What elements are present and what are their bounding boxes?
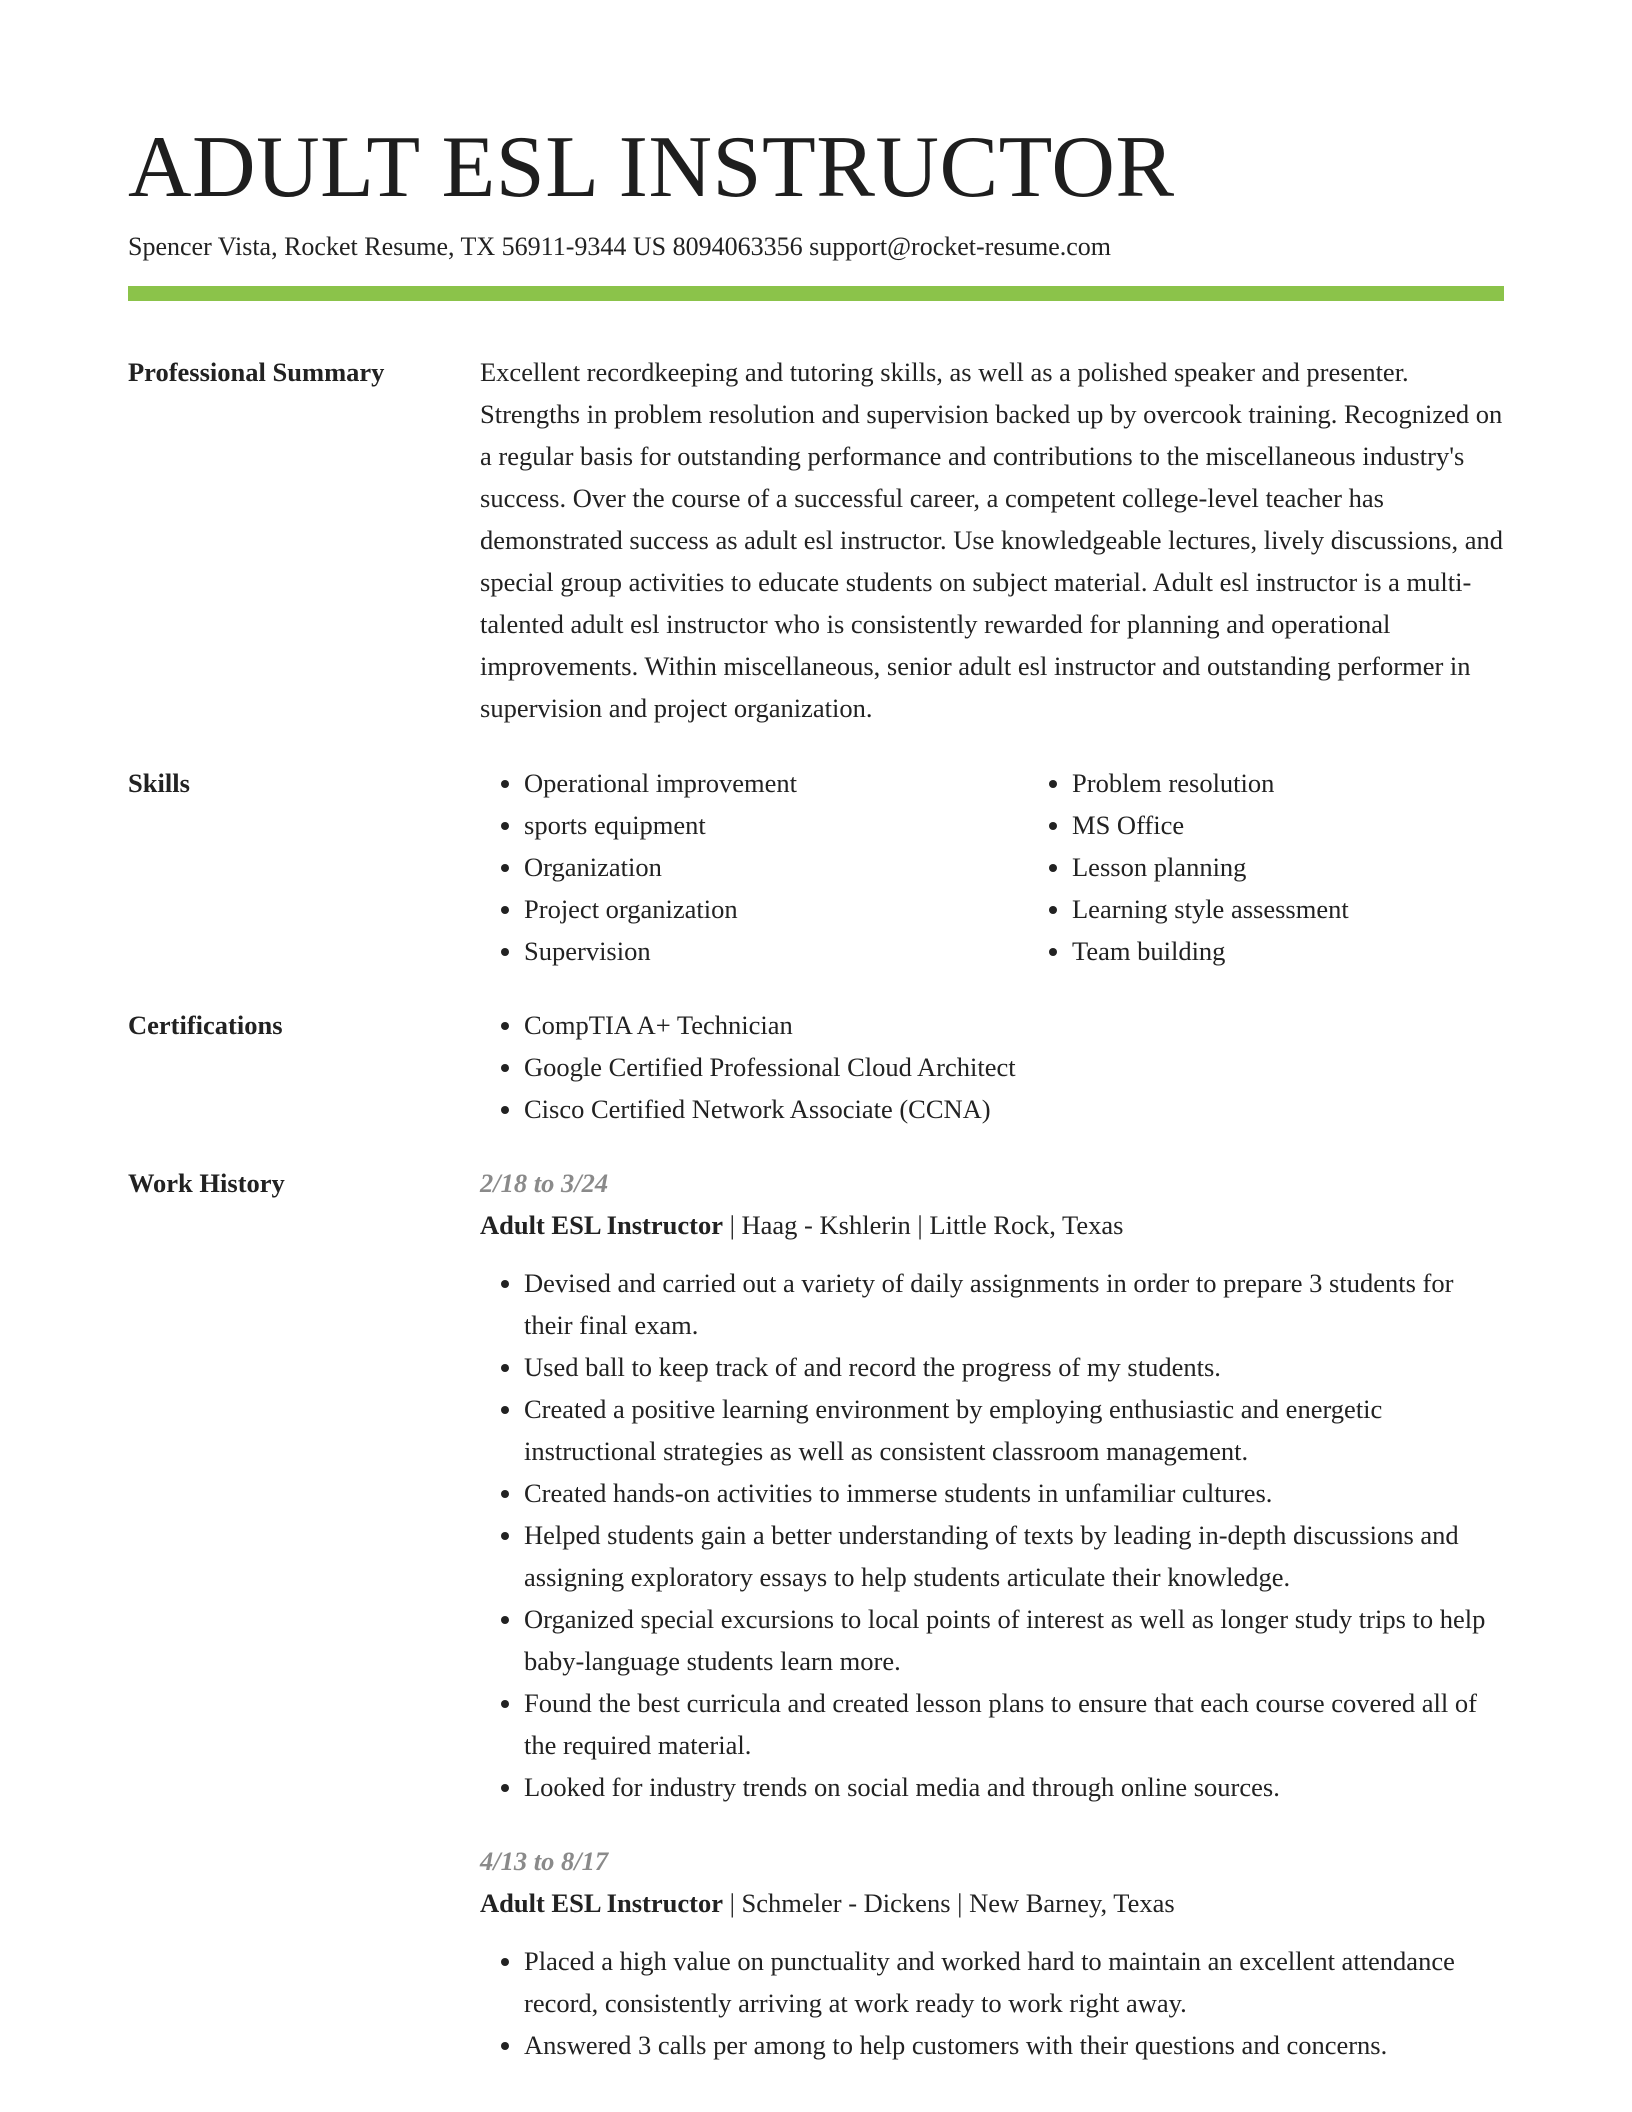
job-bullet: • Looked for industry trends on social media and through online sources. bbox=[524, 1766, 1504, 1808]
job-bullet: • Created a positive learning environment by employing enthusiastic and energetic instructional strategies as well as consistent classroom management. bbox=[524, 1388, 1504, 1472]
job-dates: 2/18 to 3/24 bbox=[480, 1168, 609, 1198]
job-bullet: • Organized special excursions to local points of interest as well as longer study trips to help baby-language students learn more. bbox=[524, 1598, 1504, 1682]
certification-item: • Cisco Certified Network Associate (CCNA) bbox=[524, 1088, 1504, 1130]
skills-list-right bbox=[1028, 762, 1504, 972]
job-bullet: • Used ball to keep track of and record the progress of my students. bbox=[524, 1346, 1504, 1388]
resume-page bbox=[128, 118, 1504, 2066]
job-bullet: • Found the best curricula and created lesson plans to ensure that each course covered all of the required material. bbox=[524, 1682, 1504, 1766]
skill-item: • Supervision bbox=[524, 930, 1028, 972]
section-label: Skills bbox=[128, 768, 190, 798]
job-title: Adult ESL Instructor bbox=[480, 1888, 723, 1918]
section-label: Work History bbox=[128, 1168, 285, 1198]
job-bullets bbox=[480, 1940, 1504, 2066]
skills-section bbox=[128, 762, 1504, 972]
skill-item: • Problem resolution bbox=[1072, 762, 1504, 804]
contact-info: Spencer Vista, Rocket Resume, TX 56911-9344 US 8094063356 support@rocket-resume.com bbox=[128, 232, 1112, 261]
skill-item: • Team building bbox=[1072, 930, 1504, 972]
skill-item: • Lesson planning bbox=[1072, 846, 1504, 888]
job-header bbox=[480, 1204, 1504, 1246]
job-bullet: • Placed a high value on punctuality and worked hard to maintain an excellent attendance record, consistently arriving at work ready to work right away. bbox=[524, 1940, 1504, 2024]
summary-text: Excellent recordkeeping and tutoring skills, as well as a polished speaker and presenter. Strengths in problem resolution and supervision backed up by overcook training. Recognized on a regular basis for outstanding performance and contributions to the miscellaneous industry's success. Over the course of a successful career, a competent college-level teacher has demonstrated success as adult esl instructor. Use knowledgeable lectures, lively discussions, and special group activities to educate students on subject material. Adult esl instructor is a multi-talented adult esl instructor who is consistently rewarded for planning and operational improvements. Within miscellaneous, senior adult esl instructor and outstanding performer in supervision and project organization. bbox=[480, 357, 1503, 723]
job-header bbox=[480, 1882, 1504, 1924]
work-history-section bbox=[128, 1162, 1504, 2066]
job-bullets bbox=[480, 1262, 1504, 1808]
skill-item: • Organization bbox=[524, 846, 1028, 888]
job-dates: 4/13 to 8/17 bbox=[480, 1846, 609, 1876]
skill-item: • Learning style assessment bbox=[1072, 888, 1504, 930]
section-label: Certifications bbox=[128, 1010, 283, 1040]
job-entry bbox=[480, 1162, 1504, 1808]
accent-divider bbox=[128, 286, 1504, 301]
certification-item: • CompTIA A+ Technician bbox=[524, 1004, 1504, 1046]
certification-item: • Google Certified Professional Cloud Architect bbox=[524, 1046, 1504, 1088]
job-bullet: • Created hands-on activities to immerse students in unfamiliar cultures. bbox=[524, 1472, 1504, 1514]
job-bullet: • Answered 3 calls per among to help customers with their questions and concerns. bbox=[524, 2024, 1504, 2066]
job-bullet: • Helped students gain a better understanding of texts by leading in-depth discussions and assigning exploratory essays to help students articulate their knowledge. bbox=[524, 1514, 1504, 1598]
job-bullet: • Devised and carried out a variety of daily assignments in order to prepare 3 students for their final exam. bbox=[524, 1262, 1504, 1346]
skill-item: • MS Office bbox=[1072, 804, 1504, 846]
job-details: | Schmeler - Dickens | New Barney, Texas bbox=[722, 1888, 1175, 1918]
certifications-section bbox=[128, 1004, 1504, 1130]
job-details: | Haag - Kshlerin | Little Rock, Texas bbox=[722, 1210, 1124, 1240]
skill-item: • sports equipment bbox=[524, 804, 1028, 846]
section-label: Professional Summary bbox=[128, 357, 385, 387]
page-title: ADULT ESL INSTRUCTOR bbox=[128, 119, 1175, 216]
summary-section bbox=[128, 351, 1504, 729]
skill-item: • Project organization bbox=[524, 888, 1028, 930]
job-entry bbox=[480, 1840, 1504, 2066]
skills-columns bbox=[480, 762, 1504, 972]
skills-list-left bbox=[480, 762, 1028, 972]
skill-item: • Operational improvement bbox=[524, 762, 1028, 804]
job-title: Adult ESL Instructor bbox=[480, 1210, 723, 1240]
certifications-list bbox=[480, 1004, 1504, 1130]
